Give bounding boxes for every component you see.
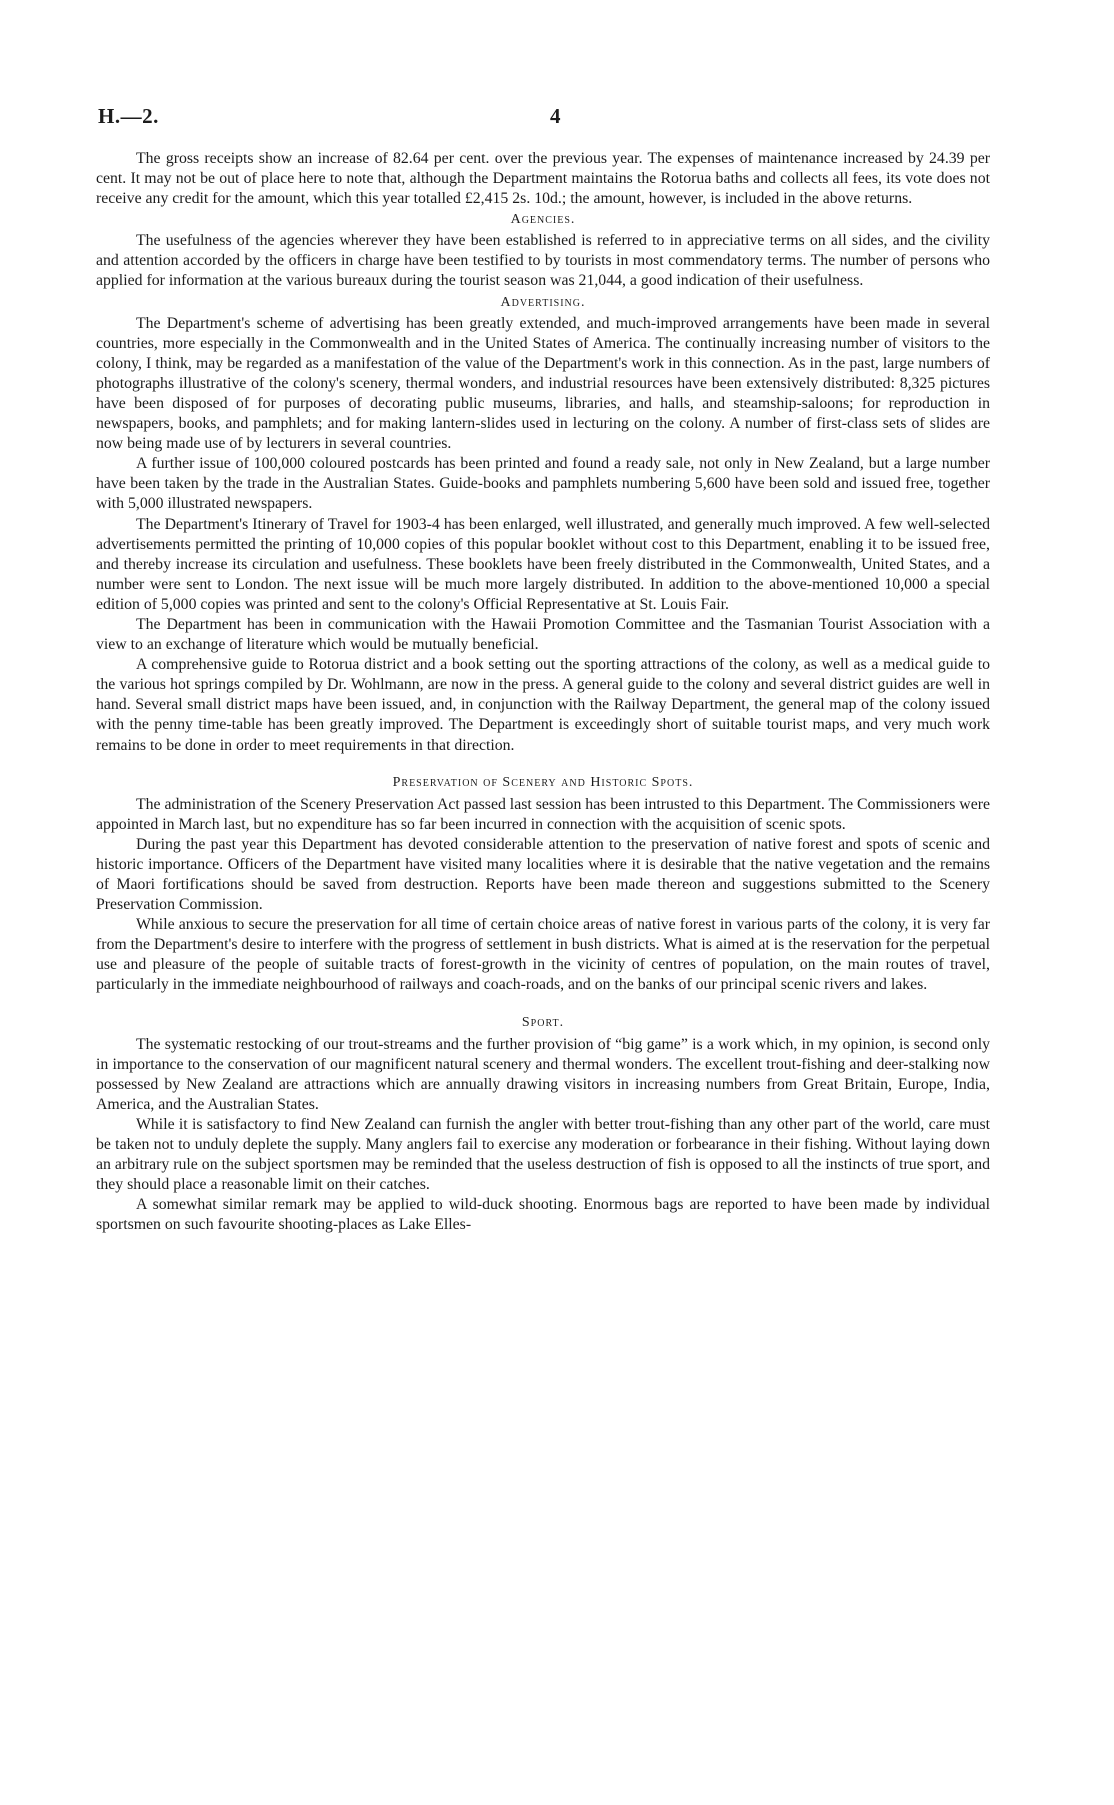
paragraph: While it is satisfactory to find New Zealand can furnish the angler with better trout-fishing than any other part of the world, care must be taken not to unduly deplete the supply. Many anglers fail to exercise any moderation or forbearance in their fishing. Without laying down an arbitrary rule on the subject sportsmen may be reminded that the useless destruction of fish is opposed to all the instincts of true sport, and they should place a reasonable limit on their catches. — [96, 1115, 990, 1194]
paragraph: The Department has been in communication with the Hawaii Promotion Committee and the Tasmanian Tourist Association with a view to an exchange of literature which would be mutually beneficial. — [96, 615, 990, 654]
section-heading-preservation: Preservation of Scenery and Historic Spots. — [392, 774, 694, 790]
paragraph: A somewhat similar remark may be applied to wild-duck shooting. Enormous bags are reported to have been made by individual sportsmen on such favourite shooting-places as Lake Elles- — [96, 1196, 990, 1234]
paragraph: The gross receipts show an increase of 82.64 per cent. over the previous year. The expenses of maintenance increased by 24.39 per cent. It may not be out of place here to note that, although the Department maintains the Rotorua baths and collects all fees, its vote does not receive any credit for the amount, which this year totalled £2,415 2s. 10d.; the amount, however, is included in the above returns. — [96, 150, 990, 208]
paragraph: During the past year this Department has devoted considerable attention to the preservation of native forest and spots of scenic and historic importance. Officers of the Department have visited many localities where it is desirable that the native vegetation and the remains of Maori fortifications should be saved from destruction. Reports have been made thereon and suggestions submitted to the Scenery Preservation Commission. — [96, 835, 990, 914]
paragraph: The systematic restocking of our trout-streams and the further provision of “big game” is a work which, in my opinion, is second only in importance to the conservation of our magnificent natural scenery and thermal wonders. The excellent trout-fishing and deer-stalking now possessed by New Zealand are attractions which are annually drawing visitors in increasing numbers from Great Britain, Europe, India, America, and the Australian States. — [96, 1035, 990, 1113]
section-heading-agencies: Agencies. — [510, 212, 576, 228]
paragraph: The administration of the Scenery Preservation Act passed last session has been intrusted to this Department. The Commissioners were appointed in March last, but no expenditure has so far been incurred in connection with the acquisition of scenic spots. — [96, 795, 990, 833]
page-header — [98, 104, 998, 130]
section-heading-advertising: Advertising. — [500, 294, 586, 310]
paragraph: The usefulness of the agencies wherever they have been established is referred to in appreciative terms on all sides, and the civility and attention accorded by the officers in charge have been testified to by tourists in most commendatory terms. The number of persons who applied for information at the various bureaux during the tourist season was 21,044, a good indication of their usefulness. — [96, 232, 990, 290]
paragraph: A further issue of 100,000 coloured postcards has been printed and found a ready sale, not only in New Zealand, but a large number have been taken by the trade in the Australian States. Guide-books and pamphlets numbering 5,600 have been sold and issued free, together with 5,000 illustrated newspapers. — [96, 455, 990, 513]
document-body — [96, 149, 990, 1236]
paragraph: The Department's Itinerary of Travel for 1903-4 has been enlarged, well illustrated, and generally much improved. A few well-selected advertisements permitted the printing of 10,000 copies of this popular booklet without cost to this Department, enabling it to be issued free, and thereby increase its circulation and usefulness. These booklets have been freely distributed in the Commonwealth, United States, and a number were sent to London. The next issue will be much more largely distributed. In addition to the above-mentioned 10,000 a special edition of 5,000 copies was printed and sent to the colony's Official Representative at St. Louis Fair. — [96, 515, 990, 613]
document-reference: H.—2. — [98, 104, 159, 128]
paragraph: The Department's scheme of advertising has been greatly extended, and much-improved arrangements have been made in several countries, more especially in the Commonwealth and in the United States of America. The continually increasing number of visitors to the colony, I think, may be regarded as a manifestation of the value of the Department's work in this connection. As in the past, large numbers of photographs illustrative of the colony's scenery, thermal wonders, and industrial resources have been extensively distributed: 8,325 pictures have been disposed of for purposes of decorating public museums, libraries, and halls, and steamship-saloons; for reproduction in newspapers, books, and pamphlets; and for making lantern-slides used in lecturing on the colony. A number of first-class sets of slides are now being made use of by lecturers in several countries. — [96, 314, 990, 453]
paragraph: While anxious to secure the preservation for all time of certain choice areas of native forest in various parts of the colony, it is very far from the Department's desire to interfere with the progress of settlement in bush districts. What is aimed at is the reservation for the perpetual use and pleasure of the people of suitable tracts of forest-growth in the vicinity of centres of population, on the main routes of travel, particularly in the immediate neighbourhood of railways and coach-roads, and on the banks of our principal scenic rivers and lakes. — [96, 916, 990, 994]
page-number: 4 — [550, 104, 561, 128]
section-heading-sport: Sport. — [521, 1014, 565, 1030]
paragraph: A comprehensive guide to Rotorua district and a book setting out the sporting attractions of the colony, as well as a medical guide to the various hot springs compiled by Dr. Wohlmann, are now in the press. A general guide to the colony and several district guides are well in hand. Several small district maps have been issued, and, in conjunction with the Railway Department, the general map of the colony issued with the penny time-table has been greatly improved. The Department is exceedingly short of suitable tourist maps, and very much work remains to be done in order to meet requirements in that direction. — [96, 656, 990, 754]
